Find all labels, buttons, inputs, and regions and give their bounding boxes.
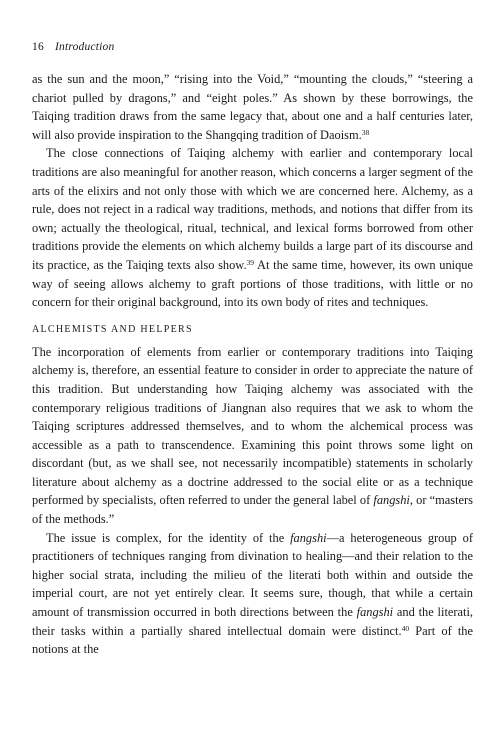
paragraph-text: as the sun and the moon,” “rising into the Void,” “mounting the clouds,” “steering a chariot pulled by dragons,” and “eight poles.” As shown by these borrowings, the Taiqing tradition draws from the same legacy that, about one and a half centuries later, will also provide inspiration to the Shangqing tradition of Daoism. [32,72,473,142]
paragraph-2 [32,144,473,311]
paragraph-1 [32,70,473,144]
footnote-reference: 40 [401,623,410,633]
paragraph-text: The incorporation of elements from earlier or contemporary traditions into Taiqing alchemy is, therefore, an essential feature to consider in order to appreciate the nature of this tradition. But understanding how Taiqing alchemy was associated with the contemporary religious traditions of Jiangnan also requires that we ask to whom the Taiqing scriptures addressed themselves, and to whom the alchemical process was accessible as a path to transcendence. Examining this point throws some light on discordant (but, as we shall see, not necessarily incompatible) statements in scholarly literature about alchemy as a doctrine addressed to the social elite or as a technique performed by specialists, often referred to under the general label of [32,344,473,508]
paragraph-text: —a heterogeneous group of practitioners of techniques ranging from divination to healing—and their relation to the higher social strata, including the milieu of the literati both within and outside the imperial court, are not yet entirely clear. It seems sure, though, that while a certain amount of transmission occurred in both directions between the [32,530,473,620]
paragraph-text: , or “masters of the methods.” [32,493,473,527]
paragraph-3 [32,343,473,529]
footnote-reference: 38 [361,127,370,137]
book-page [32,40,473,659]
paragraph-4 [32,529,473,659]
running-head [32,40,473,54]
paragraph-text: The issue is complex, for the identity of the [46,530,291,545]
footnote-reference: 39 [246,257,255,267]
paragraph-text: The close connections of Taiqing alchemy with earlier and contemporary local traditions are also meaningful for another reason, which concerns a larger segment of the arts of the elixirs and not only those with which we are concerned here. Alchemy, as a rule, does not reject in a radical way traditions, methods, and notions that differ from its own; actually the theological, ritual, technical, and lexical forms borrowed from other traditions provide the elements on which alchemy builds a large part of its discourse and its practice, as the Taiqing texts also show. [32,146,473,272]
paragraph-text: Part of the notions at the [32,623,473,657]
section-heading: ALCHEMISTS AND HELPERS [32,323,193,335]
italic-term: fangshi [356,605,394,620]
page-number: 16 [32,41,44,53]
running-head-title: Introduction [54,41,115,53]
italic-term: fangshi [290,530,327,545]
paragraph-text: and the literati, their tasks within a partially shared intellectual domain were distinct. [32,605,473,638]
italic-term: fangshi [373,493,410,508]
paragraph-text: At the same time, however, its own unique way of seeing allows alchemy to graft portions of those traditions, with little or no concern for their original background, into its own body of rites and techniques. [32,257,473,310]
